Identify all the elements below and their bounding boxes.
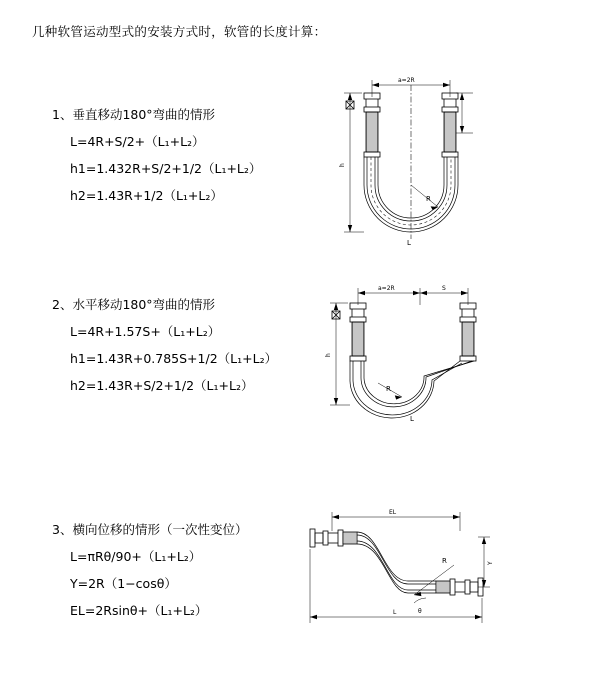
section-2-text	[52, 295, 322, 403]
svg-text:L: L	[393, 609, 397, 616]
svg-text:a=2R: a=2R	[398, 77, 415, 84]
section-1-formula-1: L=4R+S/2+（L₁+L₂）	[70, 134, 205, 149]
section-2-title: 2、水平移动180°弯曲的情形	[52, 297, 216, 312]
svg-text:L: L	[407, 239, 411, 247]
section-2-formula-2: h1=1.43R+0.785S+1/2（L₁+L₂）	[70, 351, 278, 366]
section-3-title: 3、横向位移的情形（一次性变位）	[52, 522, 248, 537]
section-3-text	[52, 520, 322, 628]
svg-text:θ: θ	[418, 608, 422, 615]
section-2-formula-1: L=4R+1.57S+（L₁+L₂）	[70, 324, 221, 339]
section-1-text	[52, 105, 322, 213]
section-2-formula-3: h2=1.43R+S/2+1/2（L₁+L₂）	[70, 378, 254, 393]
section-1-title: 1、垂直移动180°弯曲的情形	[52, 107, 216, 122]
section-1-formula-3: h2=1.43R+1/2（L₁+L₂）	[70, 188, 223, 203]
section-3-formula-3: EL=2Rsinθ+（L₁+L₂）	[70, 603, 208, 618]
svg-text:R: R	[386, 385, 391, 393]
svg-text:Y: Y	[487, 561, 494, 565]
section-3-formula-1: L=πRθ/90+（L₁+L₂）	[70, 549, 202, 564]
svg-text:h: h	[325, 353, 332, 357]
section-1-formula-2: h1=1.432R+S/2+1/2（L₁+L₂）	[70, 161, 262, 176]
vertical-180-bend-diagram	[310, 67, 500, 267]
svg-text:EL: EL	[389, 509, 397, 516]
section-3-formula-2: Y=2R（1−cosθ）	[70, 576, 177, 591]
svg-text:h: h	[339, 163, 346, 167]
svg-text:a=2R: a=2R	[378, 285, 395, 292]
svg-text:L: L	[410, 415, 414, 423]
horizontal-180-bend-diagram	[310, 275, 500, 435]
svg-text:R: R	[442, 557, 447, 565]
svg-text:R: R	[426, 195, 431, 203]
lateral-offset-diagram	[296, 503, 496, 633]
svg-text:S: S	[442, 285, 446, 292]
page-title: 几种软管运动型式的安装方式时，软管的长度计算：	[32, 24, 327, 39]
